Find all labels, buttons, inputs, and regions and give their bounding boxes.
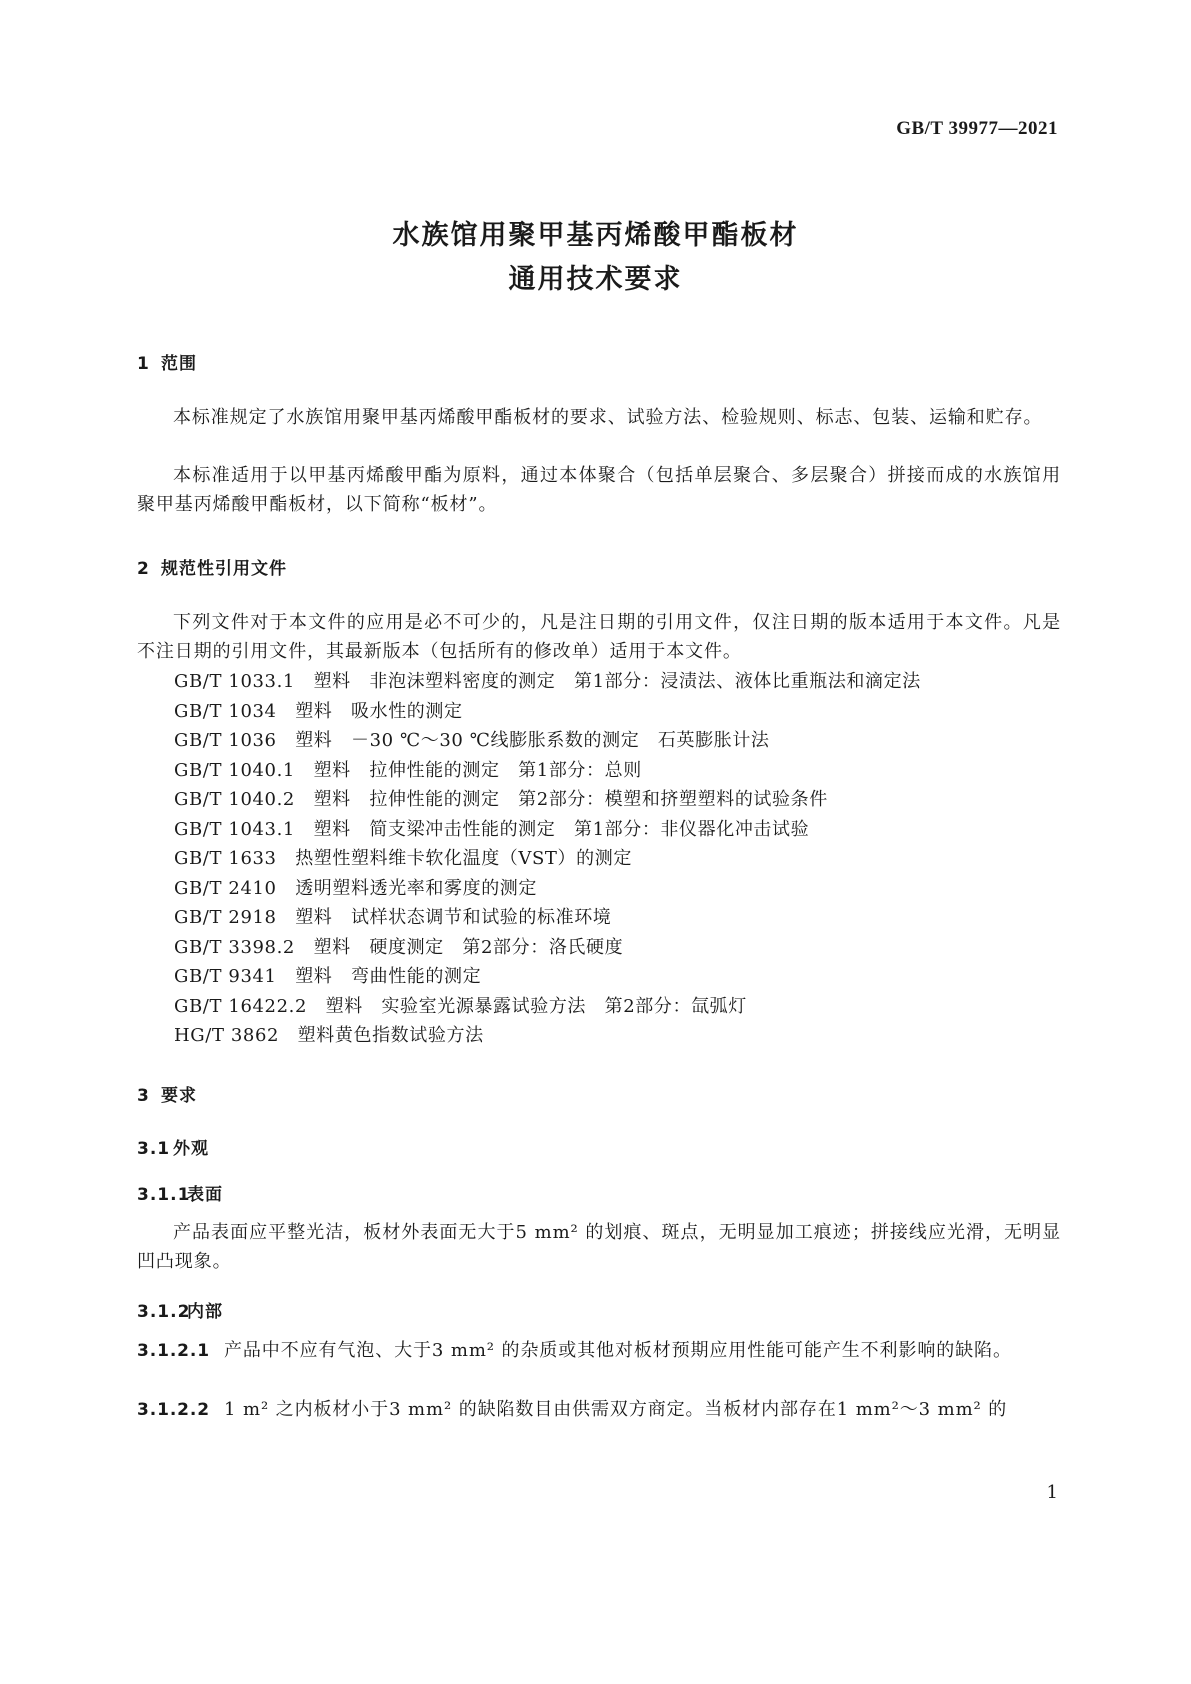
section-title: 规范性引用文件 xyxy=(161,559,287,579)
reference-item: GB/T 1036 塑料 －30 ℃～30 ℃线膨胀系数的测定 石英膨胀计法 xyxy=(174,730,770,751)
section-number: 3 xyxy=(137,1086,150,1106)
section-3-heading xyxy=(137,1081,197,1106)
section-title: 内部 xyxy=(187,1302,223,1322)
clause-3-1-2-2 xyxy=(137,1395,1061,1425)
section-number: 1 xyxy=(137,354,150,374)
clause-number: 3.1.2.1 xyxy=(137,1341,210,1361)
document-title-line1: 水族馆用聚甲基丙烯酸甲酯板材 xyxy=(392,220,799,251)
paragraph-references-intro: 下列文件对于本文件的应用是必不可少的，凡是注日期的引用文件，仅注日期的版本适用于本文件。凡是不注日期的引用文件，其最新版本（包括所有的修改单）适用于本文件。 xyxy=(137,612,1061,662)
section-title: 要求 xyxy=(161,1086,197,1106)
reference-item: GB/T 16422.2 塑料 实验室光源暴露试验方法 第2部分：氙弧灯 xyxy=(174,995,747,1017)
paragraph-scope-2: 本标准适用于以甲基丙烯酸甲酯为原料，通过本体聚合（包括单层聚合、多层聚合）拼接而成的水族馆用聚甲基丙烯酸甲酯板材，以下简称“板材”。 xyxy=(137,465,1061,515)
subsection-3-1-2-heading xyxy=(137,1297,223,1322)
section-number: 3.1.2 xyxy=(137,1302,191,1322)
subsection-3-1-1-heading xyxy=(137,1180,223,1205)
reference-item: HG/T 3862 塑料黄色指数试验方法 xyxy=(174,1025,484,1046)
clause-text: 1 m² 之内板材小于3 mm² 的缺陷数目由供需双方商定。当板材内部存在1 mm²～3 mm² 的 xyxy=(224,1399,1008,1420)
section-number: 3.1 xyxy=(137,1139,171,1159)
paragraph-scope-1: 本标准规定了水族馆用聚甲基丙烯酸甲酯板材的要求、试验方法、检验规则、标志、包装、运输和贮存。 xyxy=(173,407,1043,428)
clause-number: 3.1.2.2 xyxy=(137,1400,210,1420)
section-title: 范围 xyxy=(161,354,197,374)
reference-item: GB/T 9341 塑料 弯曲性能的测定 xyxy=(174,966,482,987)
section-2-heading xyxy=(137,554,287,579)
subsection-3-1-heading xyxy=(137,1134,209,1159)
section-title: 外观 xyxy=(173,1139,209,1159)
reference-item: GB/T 1043.1 塑料 简支梁冲击性能的测定 第1部分：非仪器化冲击试验 xyxy=(174,818,810,840)
section-number: 3.1.1 xyxy=(137,1185,191,1205)
clause-text: 产品中不应有气泡、大于3 mm² 的杂质或其他对板材预期应用性能可能产生不利影响的缺陷。 xyxy=(224,1340,1012,1361)
reference-item: GB/T 1034 塑料 吸水性的测定 xyxy=(174,700,463,722)
reference-item: GB/T 1040.2 塑料 拉伸性能的测定 第2部分：模塑和挤塑塑料的试验条件 xyxy=(174,789,828,810)
reference-item: GB/T 2410 透明塑料透光率和雾度的测定 xyxy=(174,877,538,899)
reference-item: GB/T 1633 热塑性塑料维卡软化温度（VST）的测定 xyxy=(174,848,632,869)
section-title: 表面 xyxy=(187,1185,223,1205)
section-1-heading xyxy=(137,349,197,374)
page-number: 1 xyxy=(1046,1482,1058,1503)
reference-item: GB/T 3398.2 塑料 硬度测定 第2部分：洛氏硬度 xyxy=(174,936,624,958)
clause-3-1-2-1 xyxy=(137,1336,1061,1366)
reference-item: GB/T 2918 塑料 试样状态调节和试验的标准环境 xyxy=(174,907,612,928)
reference-list xyxy=(174,667,921,1051)
section-number: 2 xyxy=(137,559,150,579)
reference-item: GB/T 1033.1 塑料 非泡沫塑料密度的测定 第1部分：浸渍法、液体比重瓶法和滴定法 xyxy=(174,671,921,692)
standard-number: GB/T 39977—2021 xyxy=(896,118,1058,139)
reference-item: GB/T 1040.1 塑料 拉伸性能的测定 第1部分：总则 xyxy=(174,759,642,781)
paragraph-surface: 产品表面应平整光洁，板材外表面无大于5 mm² 的划痕、斑点，无明显加工痕迹；拼接线应光滑，无明显凹凸现象。 xyxy=(137,1222,1061,1272)
document-title-line2: 通用技术要求 xyxy=(508,264,683,295)
